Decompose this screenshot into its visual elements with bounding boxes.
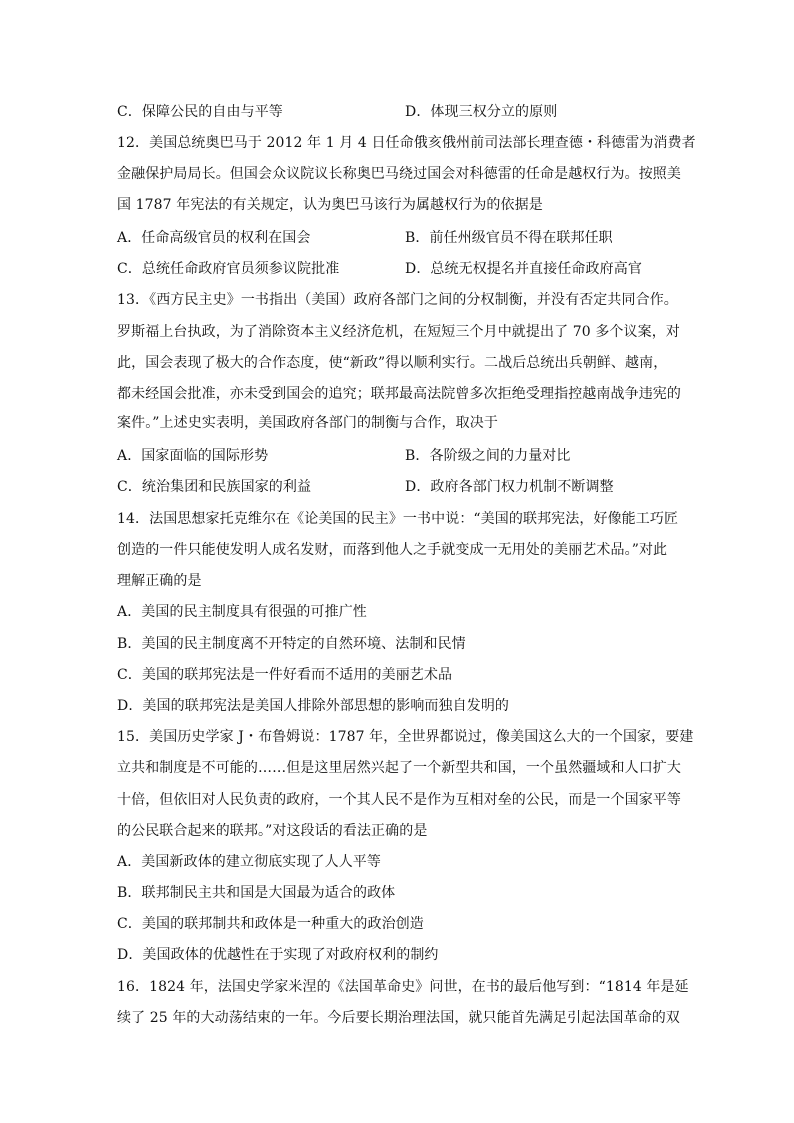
q16-stem-line-1: 16．1824 年，法国史学家米涅的《法国革命史》问世，在书的最后他写到：“1814 年是延 <box>117 979 689 995</box>
q15-option-d: D．美国政体的优越性在于实现了对政府权利的制约 <box>117 947 439 963</box>
q13-option-a: A．国家面临的国际形势 <box>117 448 269 464</box>
q12-option-d: D．总统无权提名并直接任命政府高官 <box>405 261 642 277</box>
q15-option-a: A．美国新政体的建立彻底实现了人人平等 <box>117 854 382 870</box>
q14-stem-line-1: 14．法国思想家托克维尔在《论美国的民主》一书中说：“美国的联邦宪法，好像能工巧匠 <box>117 511 679 527</box>
q16-stem-line-2: 续了 25 年的大动荡结束的一年。今后要长期治理法国，就只能首先满足引起法国革命的双 <box>117 1010 680 1026</box>
q12-stem-line-3: 国 1787 年宪法的有关规定，认为奥巴马该行为属越权行为的依据是 <box>117 197 543 213</box>
q12-option-b: B．前任州级官员不得在联邦任职 <box>405 230 613 246</box>
q14-stem-line-3: 理解正确的是 <box>117 573 202 589</box>
q13-stem-line-3: 此，国会表现了极大的合作态度，使“新政”得以顺利实行。二战后总统出兵朝鲜、越南， <box>117 355 668 371</box>
q14-option-d: D．美国的联邦宪法是美国人排除外部思想的影响而独自发明的 <box>117 698 510 714</box>
q15-stem-line-4: 的公民联合起来的联邦。”对这段话的看法正确的是 <box>117 823 428 839</box>
q13-option-d: D．政府各部门权力机制不断调整 <box>405 479 614 495</box>
q15-option-b: B．联邦制民主共和国是大国最为适合的政体 <box>117 885 396 901</box>
q14-stem-line-2: 创造的一件只能使发明人成名发财，而落到他人之手就变成一无用处的美丽艺术品。”对此 <box>117 542 668 558</box>
q13-stem-line-4: 都未经国会批准，亦未受到国会的追究；联邦最高法院曾多次拒绝受理指控越南战争违宪的 <box>117 386 681 402</box>
q13-stem-line-2: 罗斯福上台执政，为了消除资本主义经济危机，在短短三个月中就提出了 70 多个议案，对 <box>117 324 680 340</box>
q15-stem-line-1: 15．美国历史学家 J・布鲁姆说：1787 年，全世界都说过，像美国这么大的一个国家，要建 <box>117 729 694 745</box>
q12-option-c: C．总统任命政府官员须参议院批准 <box>117 261 340 277</box>
q11-option-c: C．保障公民的自由与平等 <box>117 104 283 120</box>
q14-option-c: C．美国的联邦宪法是一件好看而不适用的美丽艺术品 <box>117 667 453 683</box>
q12-option-a: A．任命高级官员的权利在国会 <box>117 230 311 246</box>
q13-stem-line-1: 13．《西方民主史》一书指出（美国）政府各部门之间的分权制衡，并没有否定共同合作。 <box>117 292 678 308</box>
q15-option-c: C．美国的联邦制共和政体是一种重大的政治创造 <box>117 916 424 932</box>
q14-option-a: A．美国的民主制度具有很强的可推广性 <box>117 604 367 620</box>
q12-stem-line-1: 12．美国总统奥巴马于 2012 年 1 月 4 日任命俄亥俄州前司法部长理查德・科德雷为消费者 <box>117 135 696 151</box>
q15-stem-line-3: 十倍，但依旧对人民负责的政府，一个其人民不是作为互相对垒的公民，而是一个国家平等 <box>117 792 681 808</box>
q15-stem-line-2: 立共和制度是不可能的……但是这里居然兴起了一个新型共和国，一个虽然疆域和人口扩大 <box>117 760 681 776</box>
q13-option-c: C．统治集团和民族国家的利益 <box>117 479 312 495</box>
q11-option-d: D．体现三权分立的原则 <box>405 104 558 120</box>
q13-option-b: B．各阶级之间的力量对比 <box>405 448 571 464</box>
q14-option-b: B．美国的民主制度离不开特定的自然环境、法制和民情 <box>117 636 466 652</box>
q13-stem-line-5: 案件。”上述史实表明，美国政府各部门的制衡与合作，取决于 <box>117 415 498 431</box>
q12-stem-line-2: 金融保护局局长。但国会众议院议长称奥巴马绕过国会对科德雷的任命是越权行为。按照美 <box>117 166 681 182</box>
